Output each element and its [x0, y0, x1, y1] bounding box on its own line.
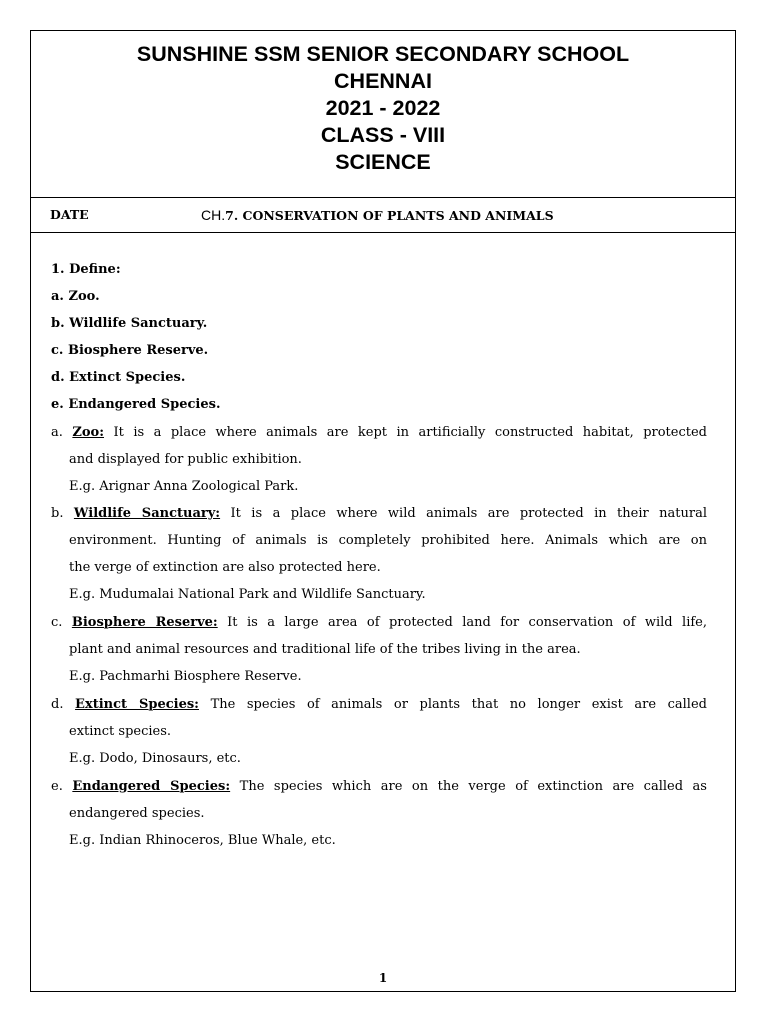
answer-prefix: d. — [51, 697, 64, 712]
answer-text: The species of animals or plants that no longer exist are called — [210, 697, 707, 712]
answer-prefix: e. — [51, 779, 63, 794]
example-text: E.g. Arignar Anna Zoological Park. — [69, 479, 299, 494]
example-text: E.g. Mudumalai National Park and Wildlife Sanctuary. — [69, 587, 426, 602]
chapter-bar — [31, 198, 735, 233]
question-item: c. Biosphere Reserve. — [51, 343, 209, 358]
chapter-title: 7. CONSERVATION OF PLANTS AND ANIMALS — [225, 208, 554, 223]
question-item: d. Extinct Species. — [51, 370, 186, 385]
city: CHENNAI — [334, 69, 432, 93]
answer-prefix: b. — [51, 506, 64, 521]
question-item: a. Zoo. — [51, 289, 100, 304]
class-label: CLASS - VIII — [320, 123, 446, 147]
term-label: Biosphere Reserve: — [71, 615, 218, 630]
answer-text: It is a large area of protected land for conservation of wild life, — [227, 615, 707, 630]
example-text: E.g. Pachmarhi Biosphere Reserve. — [69, 669, 302, 684]
answer-biosphere-line — [51, 613, 707, 633]
question-item: b. Wildlife Sanctuary. — [51, 316, 208, 331]
answer-text: endangered species. — [69, 806, 205, 821]
answer-endangered-line — [51, 777, 707, 797]
answer-text: The species which are on the verge of extinction are called as — [239, 779, 707, 794]
example-text: E.g. Indian Rhinoceros, Blue Whale, etc. — [69, 833, 336, 848]
term-label: Extinct Species: — [75, 697, 199, 712]
academic-year: 2021 - 2022 — [325, 96, 441, 120]
chapter-heading — [201, 207, 554, 223]
answer-extinct-line — [51, 695, 707, 715]
chapter-prefix: CH. — [201, 207, 226, 223]
page-number: 1 — [378, 971, 388, 985]
answer-text: environment. Hunting of animals is completely prohibited here. Animals which are on — [69, 533, 707, 548]
example-text: E.g. Dodo, Dinosaurs, etc. — [69, 751, 241, 766]
answer-prefix: a. — [51, 425, 63, 440]
page-frame — [30, 30, 736, 992]
answer-prefix: c. — [51, 615, 63, 630]
answer-zoo-line — [51, 423, 707, 443]
question-item: e. Endangered Species. — [51, 397, 221, 412]
school-name: SUNSHINE SSM SENIOR SECONDARY SCHOOL — [136, 42, 630, 66]
term-label: Wildlife Sanctuary: — [73, 506, 221, 521]
answer-text: extinct species. — [69, 724, 172, 739]
date-label: DATE — [50, 207, 89, 222]
term-label: Zoo: — [72, 425, 105, 440]
answer-text: and displayed for public exhibition. — [69, 452, 302, 467]
question-title: 1. Define: — [51, 262, 121, 277]
subject-label: SCIENCE — [335, 150, 431, 174]
document-header — [31, 31, 735, 198]
answer-text: It is a place where wild animals are protected in their natural — [230, 506, 707, 521]
answer-wildlife-line — [51, 504, 707, 524]
term-label: Endangered Species: — [72, 779, 231, 794]
answer-text: It is a place where animals are kept in artificially constructed habitat, protected — [113, 425, 707, 440]
answer-text: plant and animal resources and traditional life of the tribes living in the area. — [69, 642, 581, 657]
answer-text: the verge of extinction are also protected here. — [69, 560, 381, 575]
